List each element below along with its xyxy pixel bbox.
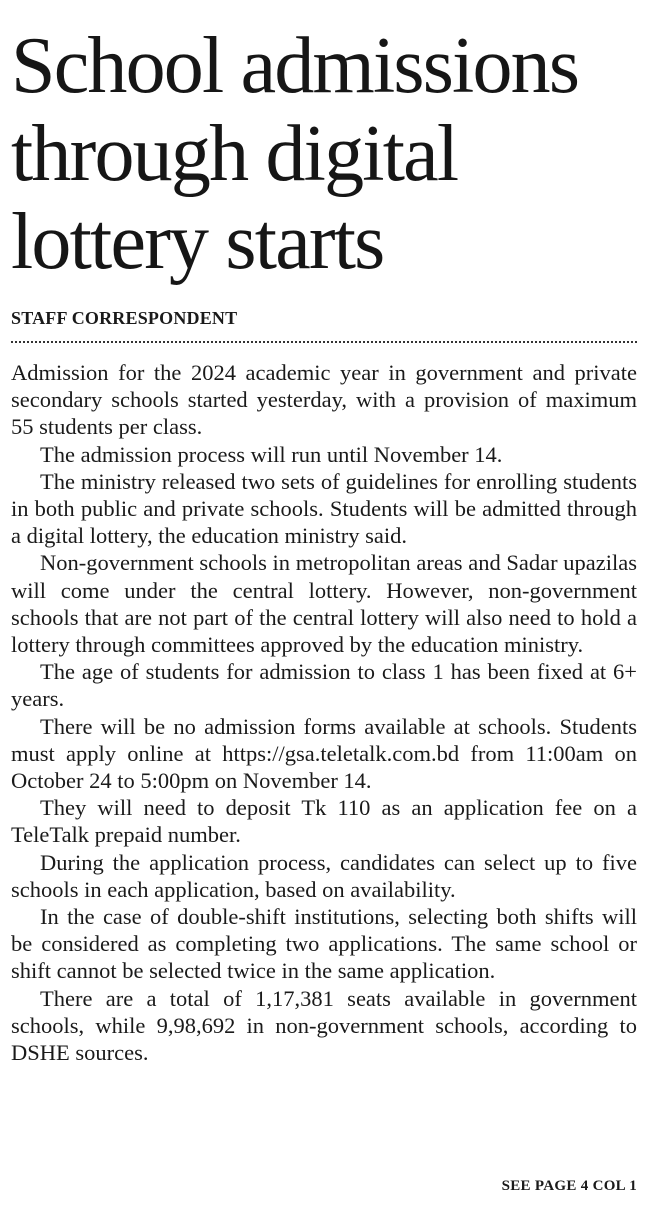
headline-line: through digital — [11, 110, 458, 198]
paragraph: The ministry released two sets of guidelines for enrolling students in both public and private schools. Students will be admitted through a digital lottery, the education ministry said. — [11, 468, 637, 549]
news-article — [11, 22, 637, 1194]
byline: STAFF CORRESPONDENT — [11, 308, 238, 328]
paragraph: In the case of double-shift institutions, selecting both shifts will be considered as completing two applications. The same school or shift cannot be selected twice in the same application. — [11, 904, 637, 984]
paragraph: During the application process, candidates can select up to five schools in each application, based on availability. — [11, 849, 637, 902]
paragraph: They will need to deposit Tk 110 as an application fee on a TeleTalk prepaid number. — [11, 795, 637, 848]
dotted-divider — [11, 341, 637, 343]
article-body — [11, 359, 637, 1066]
paragraph: There will be no admission forms available at schools. Students must apply online at https://gsa.teletalk.com.bd from 11:00am on October 24 to 5:00pm on November 14. — [11, 713, 637, 794]
headline-line: lottery starts — [11, 198, 384, 286]
paragraph: Non-government schools in metropolitan areas and Sadar upazilas will come under the central lottery. However, non-government schools that are not part of the central lottery will also need to hold a lottery through committees approved by the education ministry. — [11, 550, 637, 658]
paragraph: Admission for the 2024 academic year in government and private secondary schools started yesterday, with a provision of maximum 55 students per class. — [11, 360, 637, 440]
paragraph: There are a total of 1,17,381 seats available in government schools, while 9,98,692 in non-government schools, according to DSHE sources. — [11, 985, 637, 1066]
paragraph: The age of students for admission to class 1 has been fixed at 6+ years. — [11, 659, 637, 712]
headline — [11, 22, 637, 286]
continuation-reference: SEE PAGE 4 COL 1 — [501, 1178, 637, 1194]
paragraph: The admission process will run until November 14. — [40, 441, 503, 467]
headline-line: School admissions — [11, 22, 579, 110]
